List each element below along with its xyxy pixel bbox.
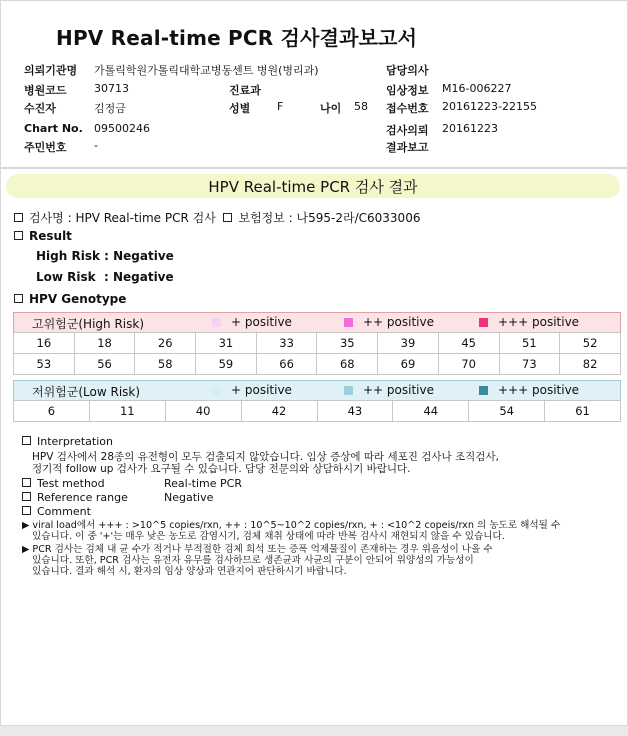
requesting-org-value: 가톨릭학원가톨릭대학교병동센트 병원(병리과) (94, 64, 319, 77)
low-risk-result: Low Risk : Negative (36, 270, 174, 284)
legend-swatch-icon (212, 318, 221, 327)
hospital-code-label: 병원코드 (24, 84, 67, 97)
genotype-cell: 82 (560, 354, 621, 375)
legend-swatch-icon (212, 386, 221, 395)
resident-no-label: 주민번호 (24, 141, 67, 154)
doctor-label: 담당의사 (386, 64, 429, 77)
genotype-cell: 51 (499, 333, 560, 354)
test-request-value: 20161223 (442, 122, 498, 135)
legend-plus (212, 383, 292, 397)
checkbox-icon (22, 478, 31, 487)
test-method-row (22, 477, 105, 490)
genotype-cell: 44 (393, 401, 469, 422)
insurance-value: 나595-2라/C6033006 (296, 211, 421, 225)
receipt-no-value: 20161223-22155 (442, 100, 537, 113)
table-row (14, 401, 621, 422)
legend-swatch-icon (479, 318, 488, 327)
genotype-cell: 31 (196, 333, 257, 354)
genotype-cell: 43 (317, 401, 393, 422)
checkbox-icon (22, 506, 31, 515)
result-heading (14, 229, 72, 243)
comment-1-line-1: ▶ viral load에서 +++ : >10^5 copies/rxn, ++ : 10^5~10^2 copies/rxn, + : <10^2 copeis/rxn 의 농도로 해석될 수 (22, 520, 561, 531)
genotype-cell: 68 (317, 354, 378, 375)
checkbox-icon (22, 436, 31, 445)
checkbox-icon (14, 213, 23, 222)
comment-2-line-2: 있습니다. 또한, PCR 검사는 유전자 유무를 검사하므로 생존균과 사균의 구분이 안되어 위양성의 가능성이 (32, 555, 474, 566)
checkbox-icon (22, 492, 31, 501)
genotype-cell: 73 (499, 354, 560, 375)
insurance-label: 보험정보 : (238, 211, 293, 225)
comment-2-line-3: 있습니다. 결과 해석 시, 환자의 임상 양상과 연관지어 판단하시기 바랍니다. (32, 566, 347, 577)
reference-range-value: Negative (164, 491, 214, 504)
checkbox-icon (223, 213, 232, 222)
sex-value: F (277, 100, 284, 113)
department-label: 진료과 (229, 84, 261, 97)
high-risk-header (13, 312, 621, 333)
clinical-info-label: 임상정보 (386, 84, 429, 97)
resident-no-value: - (94, 139, 98, 152)
legend-plus-plus-plus (479, 315, 579, 329)
legend-swatch-icon (344, 318, 353, 327)
legend-label: +++ positive (498, 383, 580, 397)
reference-range-row (22, 491, 128, 504)
genotype-cell: 66 (256, 354, 317, 375)
genotype-heading (14, 292, 126, 306)
genotype-cell: 33 (256, 333, 317, 354)
genotype-cell: 59 (196, 354, 257, 375)
genotype-cell: 42 (241, 401, 317, 422)
genotype-cell: 11 (89, 401, 165, 422)
genotype-cell: 40 (165, 401, 241, 422)
legend-plus-plus (344, 383, 434, 397)
test-method-value: Real-time PCR (164, 477, 242, 490)
table-row (14, 354, 621, 375)
low-risk-label: 저위험군(Low Risk) (32, 385, 141, 399)
genotype-cell: 53 (14, 354, 75, 375)
requesting-org-label: 의뢰기관명 (24, 64, 78, 77)
low-risk-header (13, 380, 621, 401)
genotype-cell: 6 (14, 401, 90, 422)
interpretation-text-2: 정기적 follow up 검사가 요구될 수 있습니다. 담당 전문의와 상담하시기 바랍니다. (32, 463, 411, 475)
comment-1-line-2: 있습니다. 이 중 '+'는 매우 낮은 농도로 감염시기, 검체 채취 상태에 따라 반복 검사시 재현되지 않을 수 있습니다. (32, 531, 505, 542)
checkbox-icon (14, 294, 23, 303)
patient-label: 수진자 (24, 102, 56, 115)
comment-heading (22, 505, 91, 518)
genotype-cell: 58 (135, 354, 196, 375)
legend-label: ++ positive (363, 315, 434, 329)
hospital-code-value: 30713 (94, 82, 129, 95)
legend-label: + positive (231, 315, 292, 329)
genotype-cell: 39 (378, 333, 439, 354)
high-risk-result: High Risk : Negative (36, 249, 174, 263)
genotype-cell: 61 (545, 401, 621, 422)
genotype-cell: 52 (560, 333, 621, 354)
report-title: HPV Real-time PCR 검사결과보고서 (56, 26, 418, 50)
legend-swatch-icon (344, 386, 353, 395)
legend-plus-plus (344, 315, 434, 329)
genotype-cell: 35 (317, 333, 378, 354)
result-banner: HPV Real-time PCR 검사 결과 (6, 174, 620, 198)
interpretation-text-1: HPV 검사에서 28종의 유전형이 모두 검출되지 않았습니다. 임상 증상에 따라 세포진 검사나 조직검사, (32, 451, 499, 463)
interpretation-heading-text: Interpretation (37, 435, 113, 448)
low-risk-genotype-table (13, 400, 621, 422)
genotype-heading-text: HPV Genotype (29, 292, 127, 306)
legend-plus (212, 315, 292, 329)
legend-label: ++ positive (363, 383, 434, 397)
table-row (14, 333, 621, 354)
legend-plus-plus-plus (479, 383, 579, 397)
high-risk-label: 고위험군(High Risk) (32, 317, 144, 331)
chart-no-value: 09500246 (94, 122, 150, 135)
genotype-cell: 18 (74, 333, 135, 354)
age-label: 나이 (320, 102, 342, 115)
result-report-label: 결과보고 (386, 141, 429, 154)
genotype-cell: 54 (469, 401, 545, 422)
test-method-label: Test method (37, 477, 105, 490)
test-name-line (14, 209, 420, 226)
test-name-label: 검사명 : (29, 211, 72, 225)
genotype-cell: 69 (378, 354, 439, 375)
checkbox-icon (14, 231, 23, 240)
chart-no-label: Chart No. (24, 122, 83, 135)
genotype-cell: 16 (14, 333, 75, 354)
result-heading-text: Result (29, 229, 72, 243)
reference-range-label: Reference range (37, 491, 128, 504)
clinical-info-value: M16-006227 (442, 82, 512, 95)
comment-heading-text: Comment (37, 505, 91, 518)
genotype-cell: 26 (135, 333, 196, 354)
legend-label: + positive (231, 383, 292, 397)
genotype-cell: 70 (438, 354, 499, 375)
high-risk-genotype-table (13, 332, 621, 375)
sex-label: 성별 (229, 102, 251, 115)
interpretation-heading (22, 435, 113, 448)
patient-value: 김정금 (94, 102, 126, 115)
receipt-no-label: 접수번호 (386, 102, 429, 115)
age-value: 58 (354, 100, 368, 113)
legend-label: +++ positive (498, 315, 580, 329)
test-name-value: HPV Real-time PCR 검사 (75, 211, 216, 225)
genotype-cell: 56 (74, 354, 135, 375)
test-request-label: 검사의뢰 (386, 124, 429, 137)
genotype-cell: 45 (438, 333, 499, 354)
comment-2-line-1: ▶ PCR 검사는 검체 내 균 수가 적거나 부적절한 검체 희석 또는 증폭 억제물질이 존재하는 경우 위음성이 나올 수 (22, 544, 493, 555)
legend-swatch-icon (479, 386, 488, 395)
